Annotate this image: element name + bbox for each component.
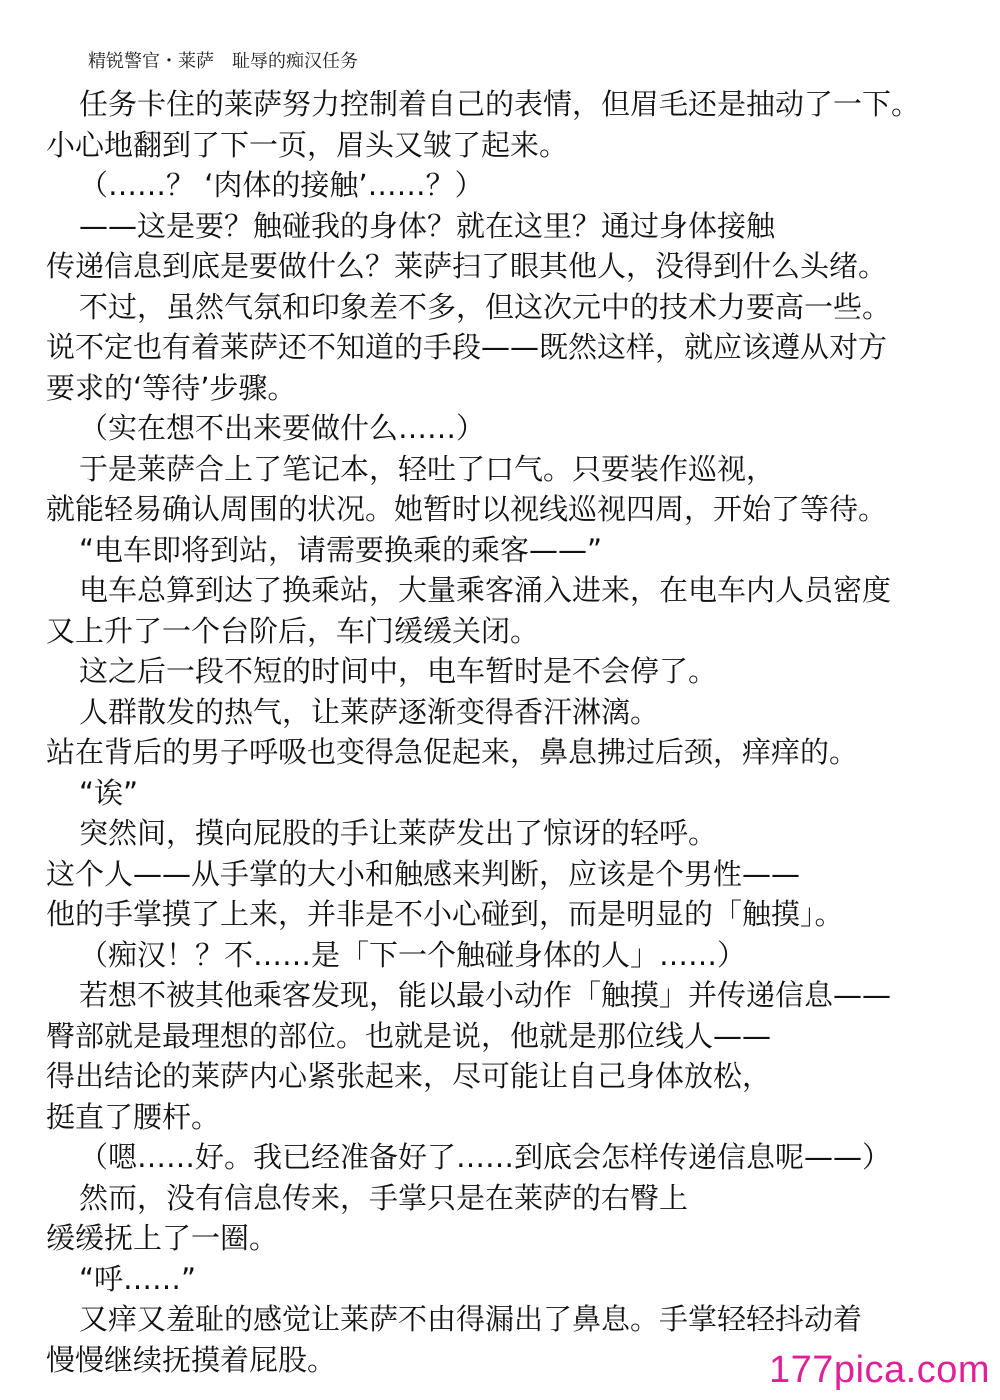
text-line: 人群散发的热气，让莱萨逐渐变得香汗淋漓。 xyxy=(79,694,660,729)
text-line: 要求的‘等待’步骤。 xyxy=(46,370,297,405)
text-line: （嗯……好。我已经准备好了……到底会怎样传递信息呢——） xyxy=(79,1140,892,1174)
text-line: 若想不被其他乘客发现，能以最小动作「触摸」并传递信息—— xyxy=(79,978,892,1012)
text-line: 臀部就是最理想的部位。也就是说，他就是那位线人—— xyxy=(46,1018,772,1053)
text-line: （痴汉！？不……是「下一个触碰身体的人」……） xyxy=(79,937,747,972)
text-line: 于是莱萨合上了笔记本，轻吐了口气。只要装作巡视， xyxy=(79,451,776,486)
text-line: 得出结论的莱萨内心紧张起来，尽可能让自己身体放松， xyxy=(46,1059,772,1093)
text-line: 这之后一段不短的时间中，电车暂时是不会停了。 xyxy=(79,654,718,688)
text-line: 挺直了腰杆。 xyxy=(46,1099,221,1134)
text-line: 这个人——从手掌的大小和触感来判断，应该是个男性—— xyxy=(46,856,801,891)
page-body xyxy=(46,84,986,1380)
text-line: “电车即将到站，请需要换乘的乘客——” xyxy=(79,532,603,567)
text-line: 站在背后的男子呼吸也变得急促起来，鼻息拂过后颈，痒痒的。 xyxy=(46,735,859,769)
running-header xyxy=(88,50,358,74)
text-line: 不过，虽然气氛和印象差不多，但这次元中的技术力要高一些。 xyxy=(79,289,892,324)
text-line: 说不定也有着莱萨还不知道的手段——既然这样，就应该遵从对方 xyxy=(46,330,888,364)
text-line: 就能轻易确认周围的状况。她暂时以视线巡视四周，开始了等待。 xyxy=(46,492,888,526)
text-line: 电车总算到达了换乘站，大量乘客涌入进来，在电车内人员密度 xyxy=(79,573,892,607)
site-watermark: 177pica.com xyxy=(769,1349,990,1391)
text-line: “呼……” xyxy=(79,1261,197,1296)
text-line: 小心地翻到了下一页，眉头又皱了起来。 xyxy=(46,127,569,162)
text-line: 他的手掌摸了上来，并非是不小心碰到，而是明显的「触摸」。 xyxy=(46,897,844,931)
text-line: （……？ ‘肉体的接触’……？） xyxy=(79,168,484,202)
book-title: 精锐警官・莱萨 xyxy=(88,51,214,72)
text-line: 然而，没有信息传来，手掌只是在莱萨的右臀上 xyxy=(79,1180,689,1215)
text-line: 缓缓抚上了一圈。 xyxy=(46,1221,279,1255)
text-line: 突然间，摸向屁股的手让莱萨发出了惊讶的轻呼。 xyxy=(79,816,718,850)
chapter-title: 耻辱的痴汉任务 xyxy=(232,51,358,72)
text-line: （实在想不出来要做什么……） xyxy=(79,411,486,445)
text-line: 又上升了一个台阶后，车门缓缓关闭。 xyxy=(46,613,540,648)
text-line: 又痒又羞耻的感觉让莱萨不由得漏出了鼻息。手掌轻轻抖动着 xyxy=(79,1302,863,1336)
text-line: “诶” xyxy=(79,775,139,810)
text-line: 传递信息到底是要做什么？莱萨扫了眼其他人，没得到什么头绪。 xyxy=(46,249,888,283)
text-line: ——这是要？触碰我的身体？就在这里？通过身体接触 xyxy=(79,208,776,243)
text-line: 任务卡住的莱萨努力控制着自己的表情，但眉毛还是抽动了一下。 xyxy=(79,87,921,121)
text-line: 慢慢继续抚摸着屁股。 xyxy=(46,1342,337,1377)
